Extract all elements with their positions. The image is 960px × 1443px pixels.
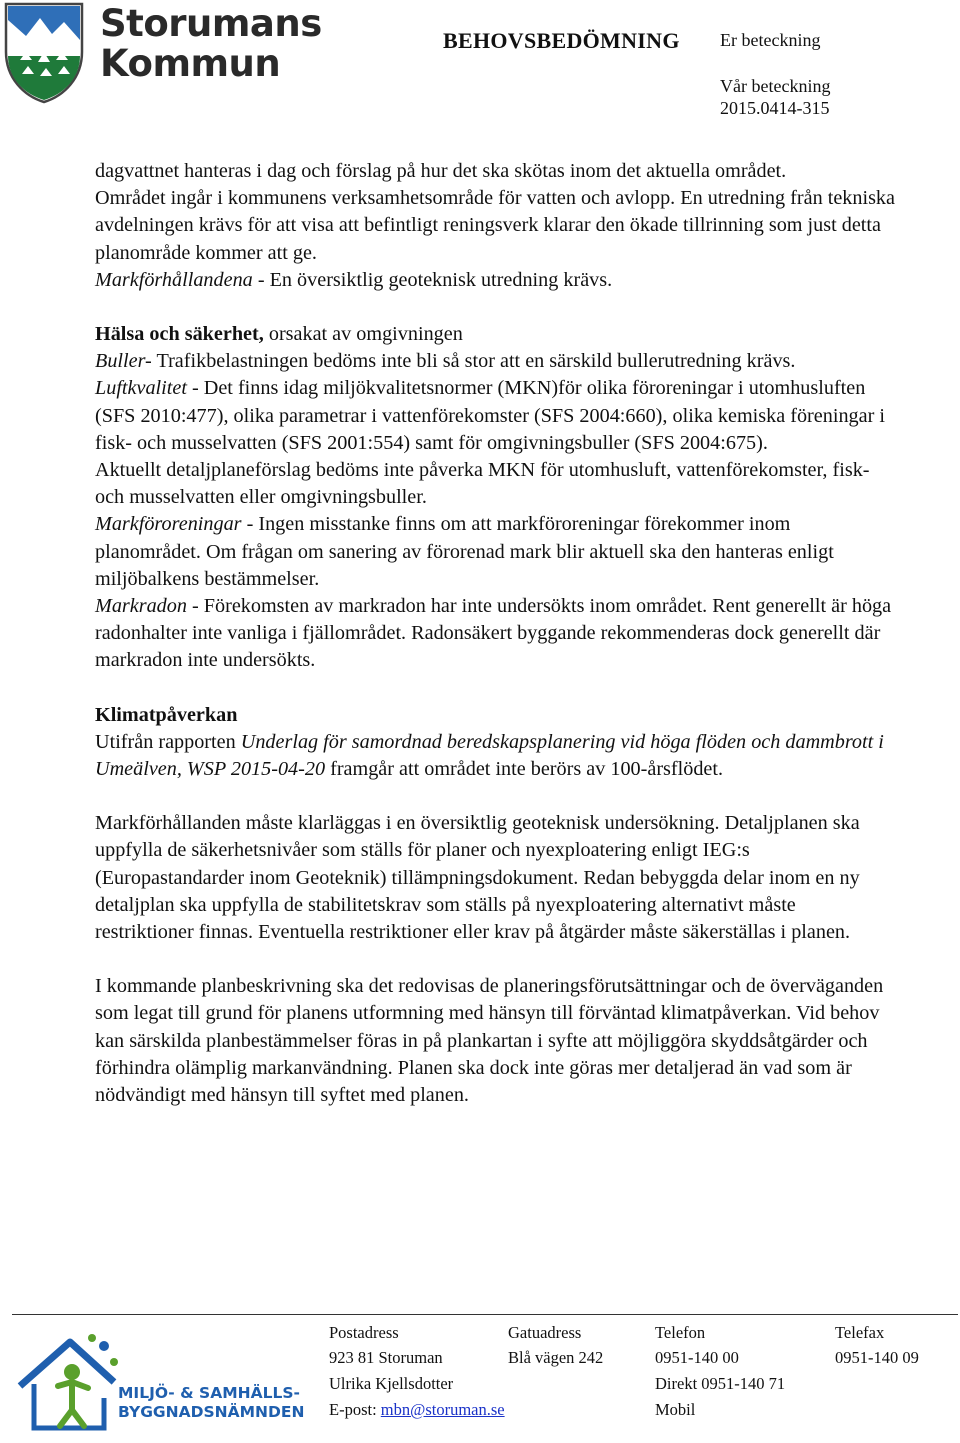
paragraph-vatten-avlopp: Området ingår i kommunens verksamhetsområde för vatten och avlopp. En utredning från tekniska avdelningen krävs för att visa att befintligt reningsverk klarar den ökade tillrinning som just detta planområde kommer att ge. bbox=[95, 187, 895, 264]
text-markradon: - Förekomsten av markradon har inte undersökts inom området. Rent generellt är höga radonhalter inte vanliga i fjällområdet. Radonsäkert byggande rekommenderas dock generellt där markradon inte undersökts. bbox=[95, 595, 892, 672]
mbn-logo bbox=[14, 1328, 304, 1434]
term-buller: Buller- bbox=[95, 350, 152, 373]
paragraph-klimat bbox=[95, 729, 895, 783]
text-buller: Trafikbelastningen bedöms inte bli så stor att en särskild bullerutredning krävs. bbox=[151, 350, 796, 373]
term-markforhallandena: Markförhållandena bbox=[95, 268, 253, 291]
heading-halsa: Hälsa och säkerhet, bbox=[95, 323, 264, 346]
term-markfororeningar: Markföroreningar bbox=[95, 513, 242, 536]
telefax-label: Telefax bbox=[835, 1323, 885, 1342]
text-halsa: orsakat av omgivningen bbox=[263, 323, 463, 346]
report-title: Underlag för samordnad beredskapsplanering vid höga flöden och dammbrott i Umeälven, WSP 2015-04-20 bbox=[95, 730, 884, 781]
paragraph-aktuellt: Aktuellt detaljplaneförslag bedöms inte påverka MKN för utomhusluft, vattenförekomster, fisk- och musselvatten eller omgivningsbuller. bbox=[95, 459, 870, 509]
logo-line-2: Kommun bbox=[100, 42, 281, 85]
text-luftkvalitet: - Det finns idag miljökvalitetsnormer (MKN)för olika föroreningar i utomhusluften (SFS 2010:477), olika parametrar i vattenförekomster (SFS 2004:660), olika kemiska föreningar i fisk- och musselvatten (SFS 2001:554) samt för omgivningsbuller (SFS 2004:675). bbox=[95, 377, 885, 454]
paragraph-planbeskrivning: I kommande planbeskrivning ska det redovisas de planeringsförutsättningar och de överväganden som legat till grund för planens utformning med hänsyn till förväntad klimatpåverkan. Vid behov kan särskilda planbestämmelser föras in på plankartan i syfte att möjliggöra skyddsåtgärder och förhindra olämplig markanvändning. Planen ska dock inte göras mer detaljerad än vad som är nödvändigt med hänsyn till syftet med planen. bbox=[95, 975, 884, 1107]
text-klimat-pre: Utifrån rapporten bbox=[95, 730, 241, 753]
section-halsa bbox=[95, 321, 895, 348]
telefon-value: 0951-140 00 bbox=[655, 1348, 739, 1367]
paragraph-markfororeningar bbox=[95, 511, 895, 593]
telefax-value: 0951-140 09 bbox=[835, 1348, 919, 1367]
direkt-phone: Direkt 0951-140 71 bbox=[655, 1374, 786, 1393]
paragraph-luftkvalitet bbox=[95, 375, 895, 457]
document-type: BEHOVSBEDÖMNING bbox=[443, 28, 680, 53]
postadress-value: 923 81 Storuman bbox=[329, 1348, 443, 1367]
term-markradon: Markradon bbox=[95, 595, 187, 618]
contact-name: Ulrika Kjellsdotter bbox=[329, 1374, 454, 1393]
term-luftkvalitet: Luftkvalitet bbox=[95, 377, 187, 400]
document-body bbox=[95, 158, 895, 1109]
telefon-label: Telefon bbox=[655, 1323, 706, 1342]
mbn-logo-line-2: BYGGNADSNÄMNDEN bbox=[118, 1403, 304, 1421]
mbn-logo-line-1: MILJÖ- & SAMHÄLLS- bbox=[118, 1384, 300, 1402]
text-klimat-post: framgår att området inte berörs av 100-årsflödet. bbox=[325, 758, 724, 781]
er-beteckning-label: Er beteckning bbox=[720, 30, 821, 50]
epost-label: E-post: bbox=[329, 1400, 381, 1419]
heading-klimatpaverkan: Klimatpåverkan bbox=[95, 703, 238, 726]
postadress-label: Postadress bbox=[329, 1323, 399, 1342]
municipality-name bbox=[100, 4, 322, 84]
var-beteckning-label: Vår beteckning bbox=[720, 76, 831, 96]
var-beteckning-value: 2015.0414-315 bbox=[720, 98, 830, 118]
mobil-label: Mobil bbox=[655, 1400, 696, 1419]
logo-line-1: Storumans bbox=[100, 2, 322, 45]
paragraph-markforhallanden-geoteknik: Markförhållanden måste klarläggas i en översiktlig geoteknisk undersökning. Detaljplanen ska uppfylla de säkerhetsnivåer som ställs för planer och nyexploatering enligt IEG:s (Europastandarder inom Geoteknik) tillämpningsdokument. Redan bebyggda delar inom en ny detaljplan ska uppfylla de stabilitetskrav som ställs på nyexploatering alternativt måste restriktioner finnas. Eventuella restriktioner eller krav på åtgärder måste säkerställas i planen. bbox=[95, 812, 860, 944]
epost-link[interactable]: mbn@storuman.se bbox=[380, 1400, 505, 1419]
paragraph-markforhallandena bbox=[95, 267, 895, 294]
epost-line bbox=[329, 1400, 505, 1420]
gatuadress-value: Blå vägen 242 bbox=[508, 1348, 604, 1367]
footer-divider bbox=[12, 1314, 958, 1315]
gatuadress-label: Gatuadress bbox=[508, 1323, 582, 1342]
paragraph-buller bbox=[95, 348, 895, 375]
text-markforhallandena: - En översiktlig geoteknisk utredning krävs. bbox=[252, 268, 613, 291]
storuman-crest-logo bbox=[0, 0, 88, 104]
paragraph-markradon bbox=[95, 593, 895, 675]
paragraph-dagvatten: dagvattnet hanteras i dag och förslag på hur det ska skötas inom det aktuella området. bbox=[95, 160, 787, 182]
text-markfororeningar: - Ingen misstanke finns om att markföroreningar förekommer inom planområdet. Om frågan om sanering av förorenad mark blir aktuell ska den hanteras enligt miljöbalkens bestämmelser. bbox=[95, 513, 834, 590]
